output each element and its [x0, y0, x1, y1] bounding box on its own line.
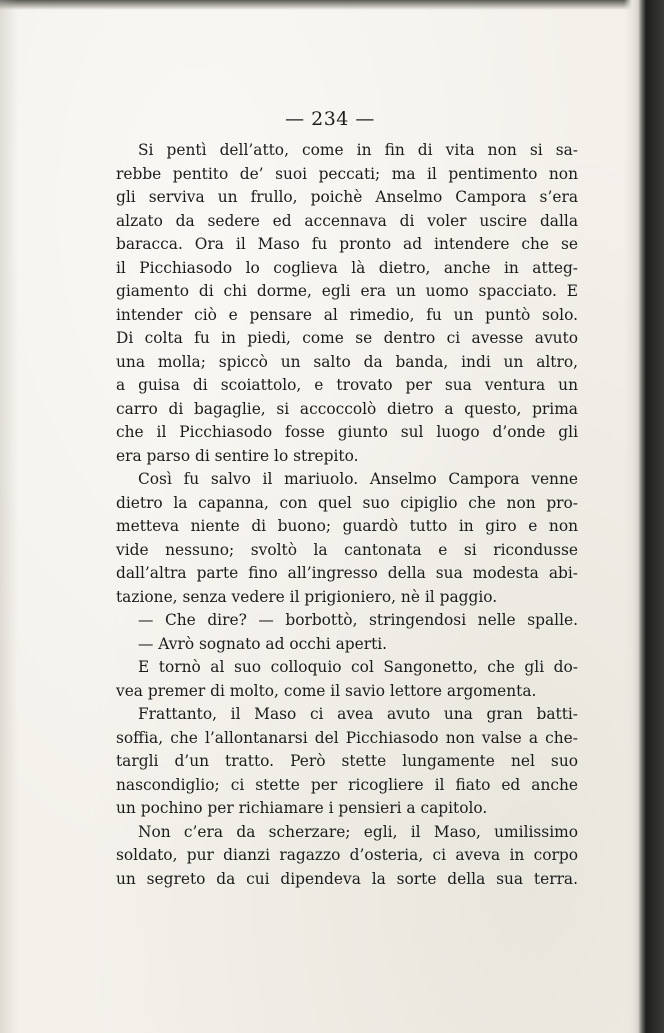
page-number: — 234 —: [285, 108, 375, 130]
text-line: — Avrò sognato ad occhi aperti.: [138, 634, 388, 653]
text-line: il Picchiasodo lo coglieva là dietro, anche in atteg-: [116, 258, 578, 277]
text-line: metteva niente di buono; guardò tutto in giro e non: [116, 517, 578, 535]
text-line: gli serviva un frullo, poichè Anselmo Campora s’era: [116, 188, 578, 206]
text-line: vide nessuno; svoltò la cantonata e si ricondusse: [116, 540, 578, 559]
text-line: dietro la capanna, con quel suo cipiglio che non pro-: [116, 493, 578, 512]
text-line: dall’altra parte fino all’ingresso della sua modesta abi-: [116, 564, 578, 582]
text-line: Di colta fu in piedi, come se dentro ci avesse avuto: [116, 329, 578, 347]
text-line: baracca. Ora il Maso fu pronto ad intendere che se: [116, 235, 578, 253]
text-line: soldato, pur dianzi ragazzo d’osteria, ci aveva in corpo: [116, 846, 578, 864]
text-line: — Che dire? — borbottò, stringendosi nelle spalle.: [138, 611, 578, 629]
page-left-shade: [0, 0, 18, 1033]
text-line: alzato da sedere ed accennava di voler uscire dalla: [116, 211, 578, 230]
text-line: carro di bagaglie, si accoccolò dietro a questo, prima: [116, 399, 578, 418]
text-line: che il Picchiasodo fosse giunto sul luogo d’onde gli: [116, 423, 578, 441]
text-line: intender ciò e pensare al rimedio, fu un puntò solo.: [116, 305, 578, 324]
page-binding-edge: [624, 0, 664, 1033]
body-text: [116, 139, 578, 891]
text-line: un pochino per richiamare i pensieri a capitolo.: [116, 799, 488, 817]
text-line: a guisa di scoiattolo, e trovato per sua ventura un: [116, 376, 578, 394]
text-line: Così fu salvo il mariuolo. Anselmo Campora venne: [138, 470, 578, 488]
text-line: era parso di sentire lo strepito.: [116, 446, 359, 465]
text-line: una molla; spiccò un salto da banda, indi un altro,: [116, 352, 578, 371]
text-line: un segreto da cui dipendeva la sorte della sua terra.: [116, 869, 578, 888]
text-line: vea premer di molto, come il savio lettore argomenta.: [116, 681, 537, 700]
text-line: rebbe pentito de’ suoi peccati; ma il pentimento non: [116, 164, 578, 183]
text-line: nascondiglio; ci stette per ricogliere il fiato ed anche: [116, 775, 578, 794]
text-line: soffia, che l’allontanarsi del Picchiasodo non valse a che-: [116, 728, 578, 747]
text-line: E tornò al suo colloquio col Sangonetto, che gli do-: [138, 658, 578, 676]
text-line: Si pentì dell’atto, come in fin di vita non si sa-: [138, 141, 578, 159]
text-line: tazione, senza vedere il prigioniero, nè il paggio.: [116, 587, 498, 606]
page-top-edge: [0, 0, 664, 10]
text-line: targli d’un tratto. Però stette lungamente nel suo: [116, 752, 578, 770]
text-line: Non c’era da scherzare; egli, il Maso, umilissimo: [138, 822, 578, 841]
text-line: Frattanto, il Maso ci avea avuto una gran batti-: [138, 705, 578, 723]
text-line: giamento di chi dorme, egli era un uomo spacciato. E: [116, 282, 578, 300]
